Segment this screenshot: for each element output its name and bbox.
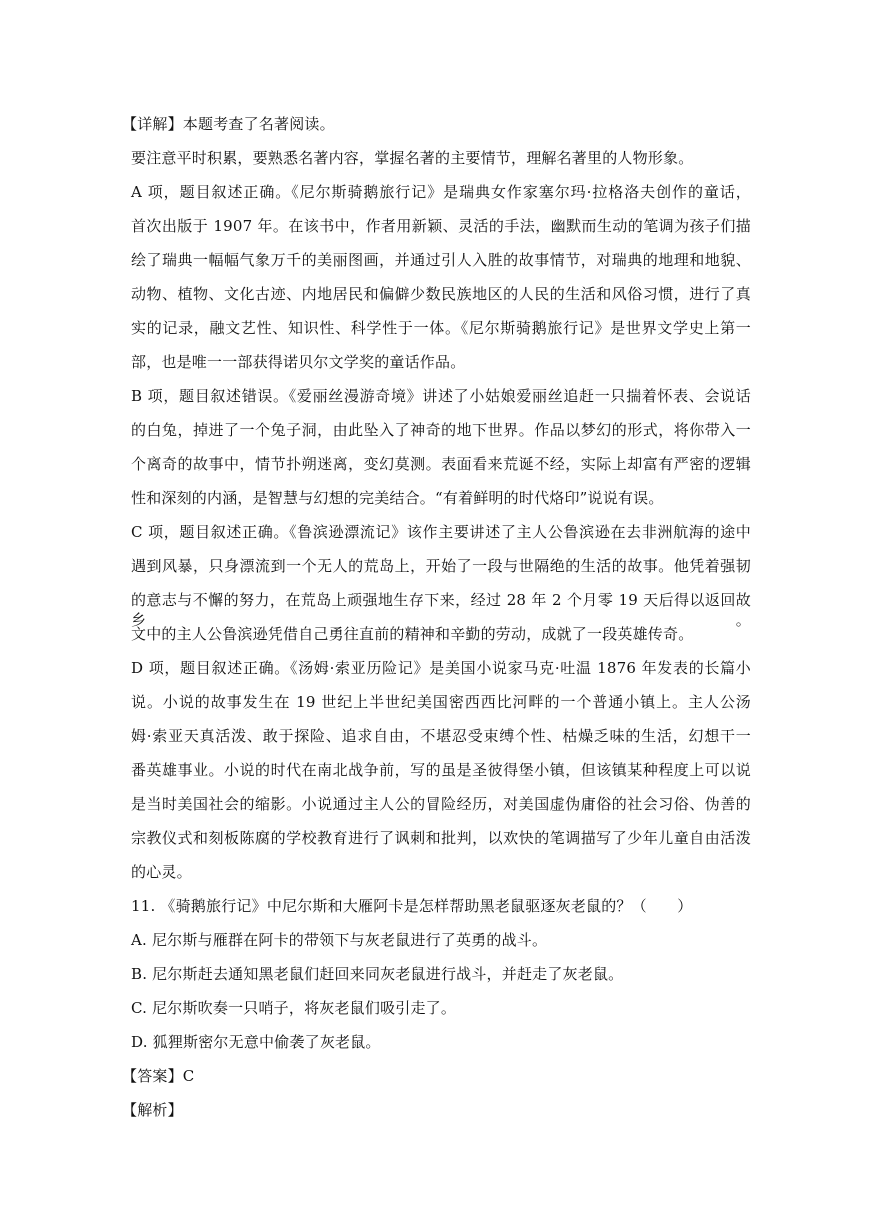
paragraph-line: 姆·索亚天真活泼、敢于探险、追求自由，不堪忍受束缚个性、枯燥乏味的生活，幻想干一	[131, 727, 751, 745]
paragraph-line: 个离奇的故事中，情节扑朔迷离，变幻莫测。表面看来荒诞不经，实际上却富有严密的逻辑	[131, 455, 751, 473]
paragraph-line: 的白兔，掉进了一个兔子洞，由此坠入了神奇的地下世界。作品以梦幻的形式，将你带入一	[131, 421, 751, 439]
paragraph-line: 首次出版于 1907 年。在该书中，作者用新颖、灵活的手法，幽默而生动的笔调为孩子们描	[131, 217, 751, 235]
paragraph-line: 动物、植物、文化古迹、内地居民和偏僻少数民族地区的人民的生活和风俗习惯，进行了真	[131, 285, 751, 303]
paragraph-line: 绘了瑞典一幅幅气象万千的美丽图画，并通过引人入胜的故事情节，对瑞典的地理和地貌、	[131, 251, 751, 269]
paragraph-line: C 项，题目叙述正确。《鲁滨逊漂流记》该作主要讲述了主人公鲁滨逊在去非洲航海的途中	[131, 523, 751, 541]
detail-heading: 【详解】本题考查了名著阅读。	[122, 115, 335, 133]
paragraph-line: 要注意平时积累，要熟悉名著内容，掌握名著的主要情节，理解名著里的人物形象。	[131, 149, 694, 167]
option-c: C. 尼尔斯吹奏一只哨子，将灰老鼠们吸引走了。	[131, 999, 457, 1017]
paragraph-line: 部，也是唯一一部获得诺贝尔文学奖的童话作品。	[131, 353, 466, 371]
paragraph-line: 遇到风暴，只身漂流到一个无人的荒岛上，开始了一段与世隔绝的生活的故事。他凭着强韧	[131, 557, 751, 575]
paragraph-line: 说。小说的故事发生在 19 世纪上半世纪美国密西西比河畔的一个普通小镇上。主人公汤	[131, 693, 751, 711]
paragraph-line: 的意志与不懈的努力，在荒岛上顽强地生存下来，经过 28 年 2 个月零 19 天后得以返回故乡。	[131, 591, 751, 629]
paragraph-line: D 项，题目叙述正确。《汤姆·索亚历险记》是美国小说家马克·吐温 1876 年发表的长篇小	[131, 659, 751, 677]
paragraph-line: A 项，题目叙述正确。《尼尔斯骑鹅旅行记》是瑞典女作家塞尔玛·拉格洛夫创作的童话，	[131, 183, 751, 201]
paragraph-line: 宗教仪式和刻板陈腐的学校教育进行了讽刺和批判，以欢快的笔调描写了少年儿童自由活泼	[131, 829, 751, 847]
answer-line: 【答案】C	[122, 1067, 195, 1085]
paragraph-line: 实的记录，融文艺性、知识性、科学性于一体。《尼尔斯骑鹅旅行记》是世界文学史上第一	[131, 319, 751, 337]
paragraph-line: 番英雄事业。小说的时代在南北战争前，写的虽是圣彼得堡小镇，但该镇某种程度上可以说	[131, 761, 751, 779]
paragraph-line: 的心灵。	[131, 863, 192, 881]
paragraph-line: B 项，题目叙述错误。《爱丽丝漫游奇境》讲述了小姑娘爱丽丝追赶一只揣着怀表、会说话	[131, 387, 751, 405]
option-d: D. 狐狸斯密尔无意中偷袭了灰老鼠。	[131, 1033, 381, 1051]
option-b: B. 尼尔斯赶去通知黑老鼠们赶回来同灰老鼠进行战斗，并赶走了灰老鼠。	[131, 965, 624, 983]
option-a: A. 尼尔斯与雁群在阿卡的带领下与灰老鼠进行了英勇的战斗。	[131, 931, 548, 949]
paragraph-line: 性和深刻的内涵，是智慧与幻想的完美结合。“有着鲜明的时代烙印”说说有误。	[131, 489, 664, 507]
paragraph-line: 文中的主人公鲁滨逊凭借自己勇往直前的精神和辛勤的劳动，成就了一段英雄传奇。	[131, 625, 694, 643]
analysis-heading: 【解析】	[122, 1101, 183, 1119]
paragraph-line: 是当时美国社会的缩影。小说通过主人公的冒险经历，对美国虚伪庸俗的社会习俗、伪善的	[131, 795, 751, 813]
question-stem: 11. 《骑鹅旅行记》中尼尔斯和大雁阿卡是怎样帮助黑老鼠驱逐灰老鼠的？（ ）	[131, 897, 693, 915]
